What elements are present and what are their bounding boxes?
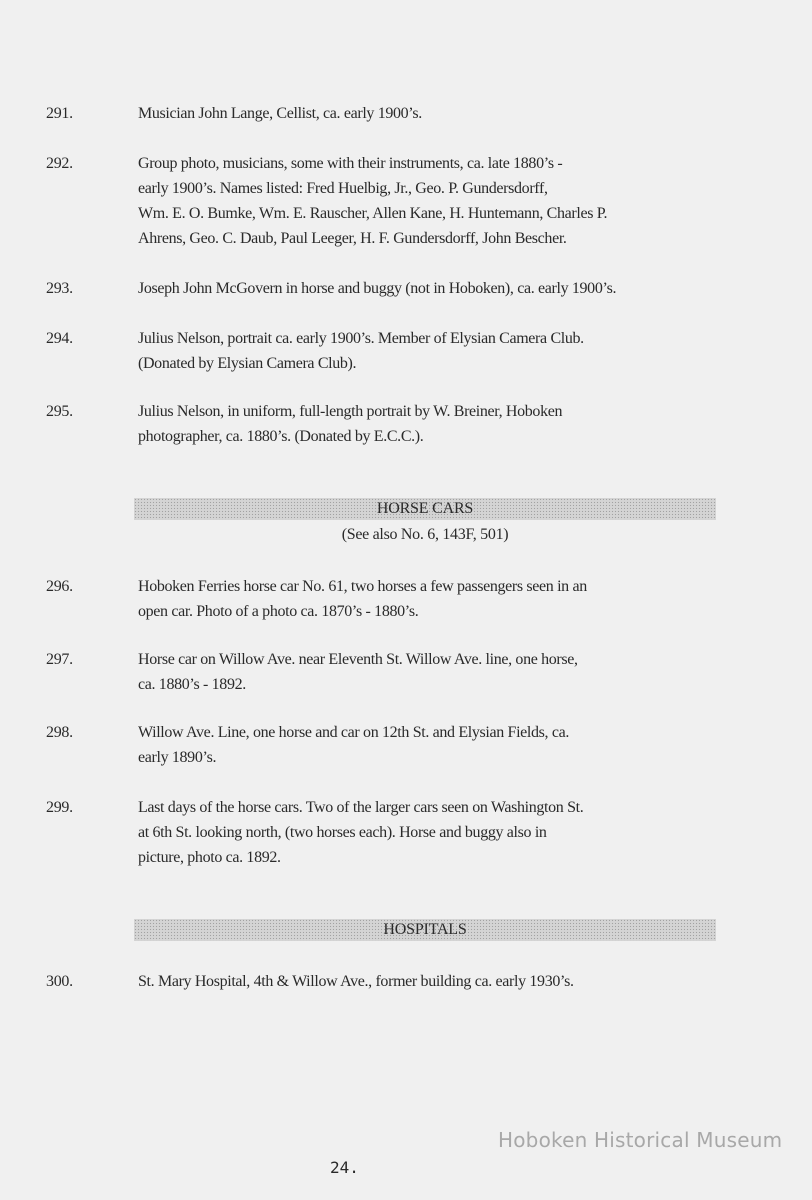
entry-line: Group photo, musicians, some with their instruments, ca. late 1880’s - [138, 155, 563, 172]
entry-description [138, 276, 698, 301]
entry-description [138, 795, 698, 870]
entry-line: early 1890’s. [138, 749, 217, 766]
entry-line: Horse car on Willow Ave. near Eleventh St. Willow Ave. line, one horse, [138, 651, 578, 668]
entry-description [138, 969, 698, 994]
entry-number: 298. [46, 724, 73, 741]
entry-number: 291. [46, 105, 73, 122]
section-heading-hospitals: HOSPITALS [134, 919, 716, 941]
section-cross-reference: (See also No. 6, 143F, 501) [341, 526, 509, 543]
entry-line: Wm. E. O. Bumke, Wm. E. Rauscher, Allen Kane, H. Huntemann, Charles P. [138, 205, 608, 222]
page-number: 24. [330, 1158, 359, 1177]
entry-line: ca. 1880’s - 1892. [138, 676, 246, 693]
entry-line: Ahrens, Geo. C. Daub, Paul Leeger, H. F. Gundersdorff, John Bescher. [138, 230, 567, 247]
entry-description [138, 574, 698, 624]
entry-number: 297. [46, 651, 73, 668]
entry-line: Julius Nelson, in uniform, full-length portrait by W. Breiner, Hoboken [138, 403, 563, 420]
entry-description [138, 151, 698, 251]
entry-description [138, 647, 698, 697]
entry-line: Hoboken Ferries horse car No. 61, two horses a few passengers seen in an [138, 578, 587, 595]
entry-line: St. Mary Hospital, 4th & Willow Ave., former building ca. early 1930’s. [138, 973, 574, 990]
entry-number: 299. [46, 799, 73, 816]
entry-line: photographer, ca. 1880’s. (Donated by E.C.C.). [138, 428, 424, 445]
entry-number: 300. [46, 973, 73, 990]
museum-watermark: Hoboken Historical Museum [498, 1128, 783, 1152]
entry-line: Willow Ave. Line, one horse and car on 12th St. and Elysian Fields, ca. [138, 724, 570, 741]
entry-line: Musician John Lange, Cellist, ca. early 1900’s. [138, 105, 422, 122]
entry-line: early 1900’s. Names listed: Fred Huelbig, Jr., Geo. P. Gundersdorff, [138, 180, 548, 197]
entry-line: Julius Nelson, portrait ca. early 1900’s. Member of Elysian Camera Club. [138, 330, 584, 347]
entry-number: 294. [46, 330, 73, 347]
entry-number: 296. [46, 578, 73, 595]
entry-line: picture, photo ca. 1892. [138, 849, 281, 866]
entry-line: Joseph John McGovern in horse and buggy (not in Hoboken), ca. early 1900’s. [138, 280, 617, 297]
entry-description [138, 326, 698, 376]
entry-number: 293. [46, 280, 73, 297]
entry-number: 295. [46, 403, 73, 420]
entry-description [138, 720, 698, 770]
entry-description [138, 101, 698, 126]
entry-line: at 6th St. looking north, (two horses each). Horse and buggy also in [138, 824, 547, 841]
entry-line: Last days of the horse cars. Two of the larger cars seen on Washington St. [138, 799, 584, 816]
entry-description [138, 399, 698, 449]
entry-line: open car. Photo of a photo ca. 1870’s - 1880’s. [138, 603, 419, 620]
section-heading-horse-cars: HORSE CARS [134, 498, 716, 520]
entry-line: (Donated by Elysian Camera Club). [138, 355, 357, 372]
entry-number: 292. [46, 155, 73, 172]
